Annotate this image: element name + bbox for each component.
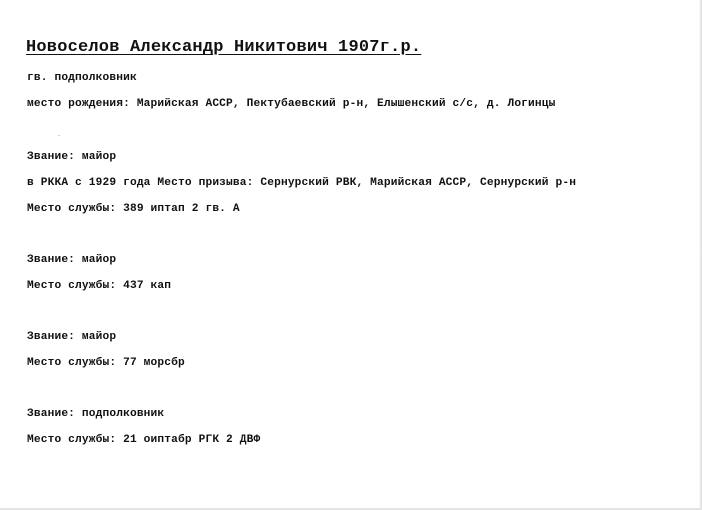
entry-1-rank: Звание: майор xyxy=(27,151,117,163)
entry-3-service: Место службы: 77 морсбр xyxy=(27,357,185,369)
scan-speck xyxy=(58,135,60,136)
person-name-title: Новоселов Александр Никитович 1907г.р. xyxy=(26,38,422,57)
initial-rank: гв. подполковник xyxy=(27,72,137,84)
entry-2-rank: Звание: майор xyxy=(27,254,117,266)
entry-1-service: Место службы: 389 иптап 2 гв. А xyxy=(27,203,240,215)
entry-4-service: Место службы: 21 оиптабр РГК 2 ДВФ xyxy=(27,434,261,446)
birthplace-line: место рождения: Марийская АССР, Пектубаевский р-н, Елышенский с/с, д. Логинцы xyxy=(27,98,556,110)
entry-3-rank: Звание: майор xyxy=(27,331,117,343)
entry-1-draft: в РККА с 1929 года Место призыва: Сернурский РВК, Марийская АССР, Сернурский р-н xyxy=(27,177,577,189)
entry-4-rank: Звание: подполковник xyxy=(27,408,165,420)
entry-2-service: Место службы: 437 кап xyxy=(27,280,172,292)
